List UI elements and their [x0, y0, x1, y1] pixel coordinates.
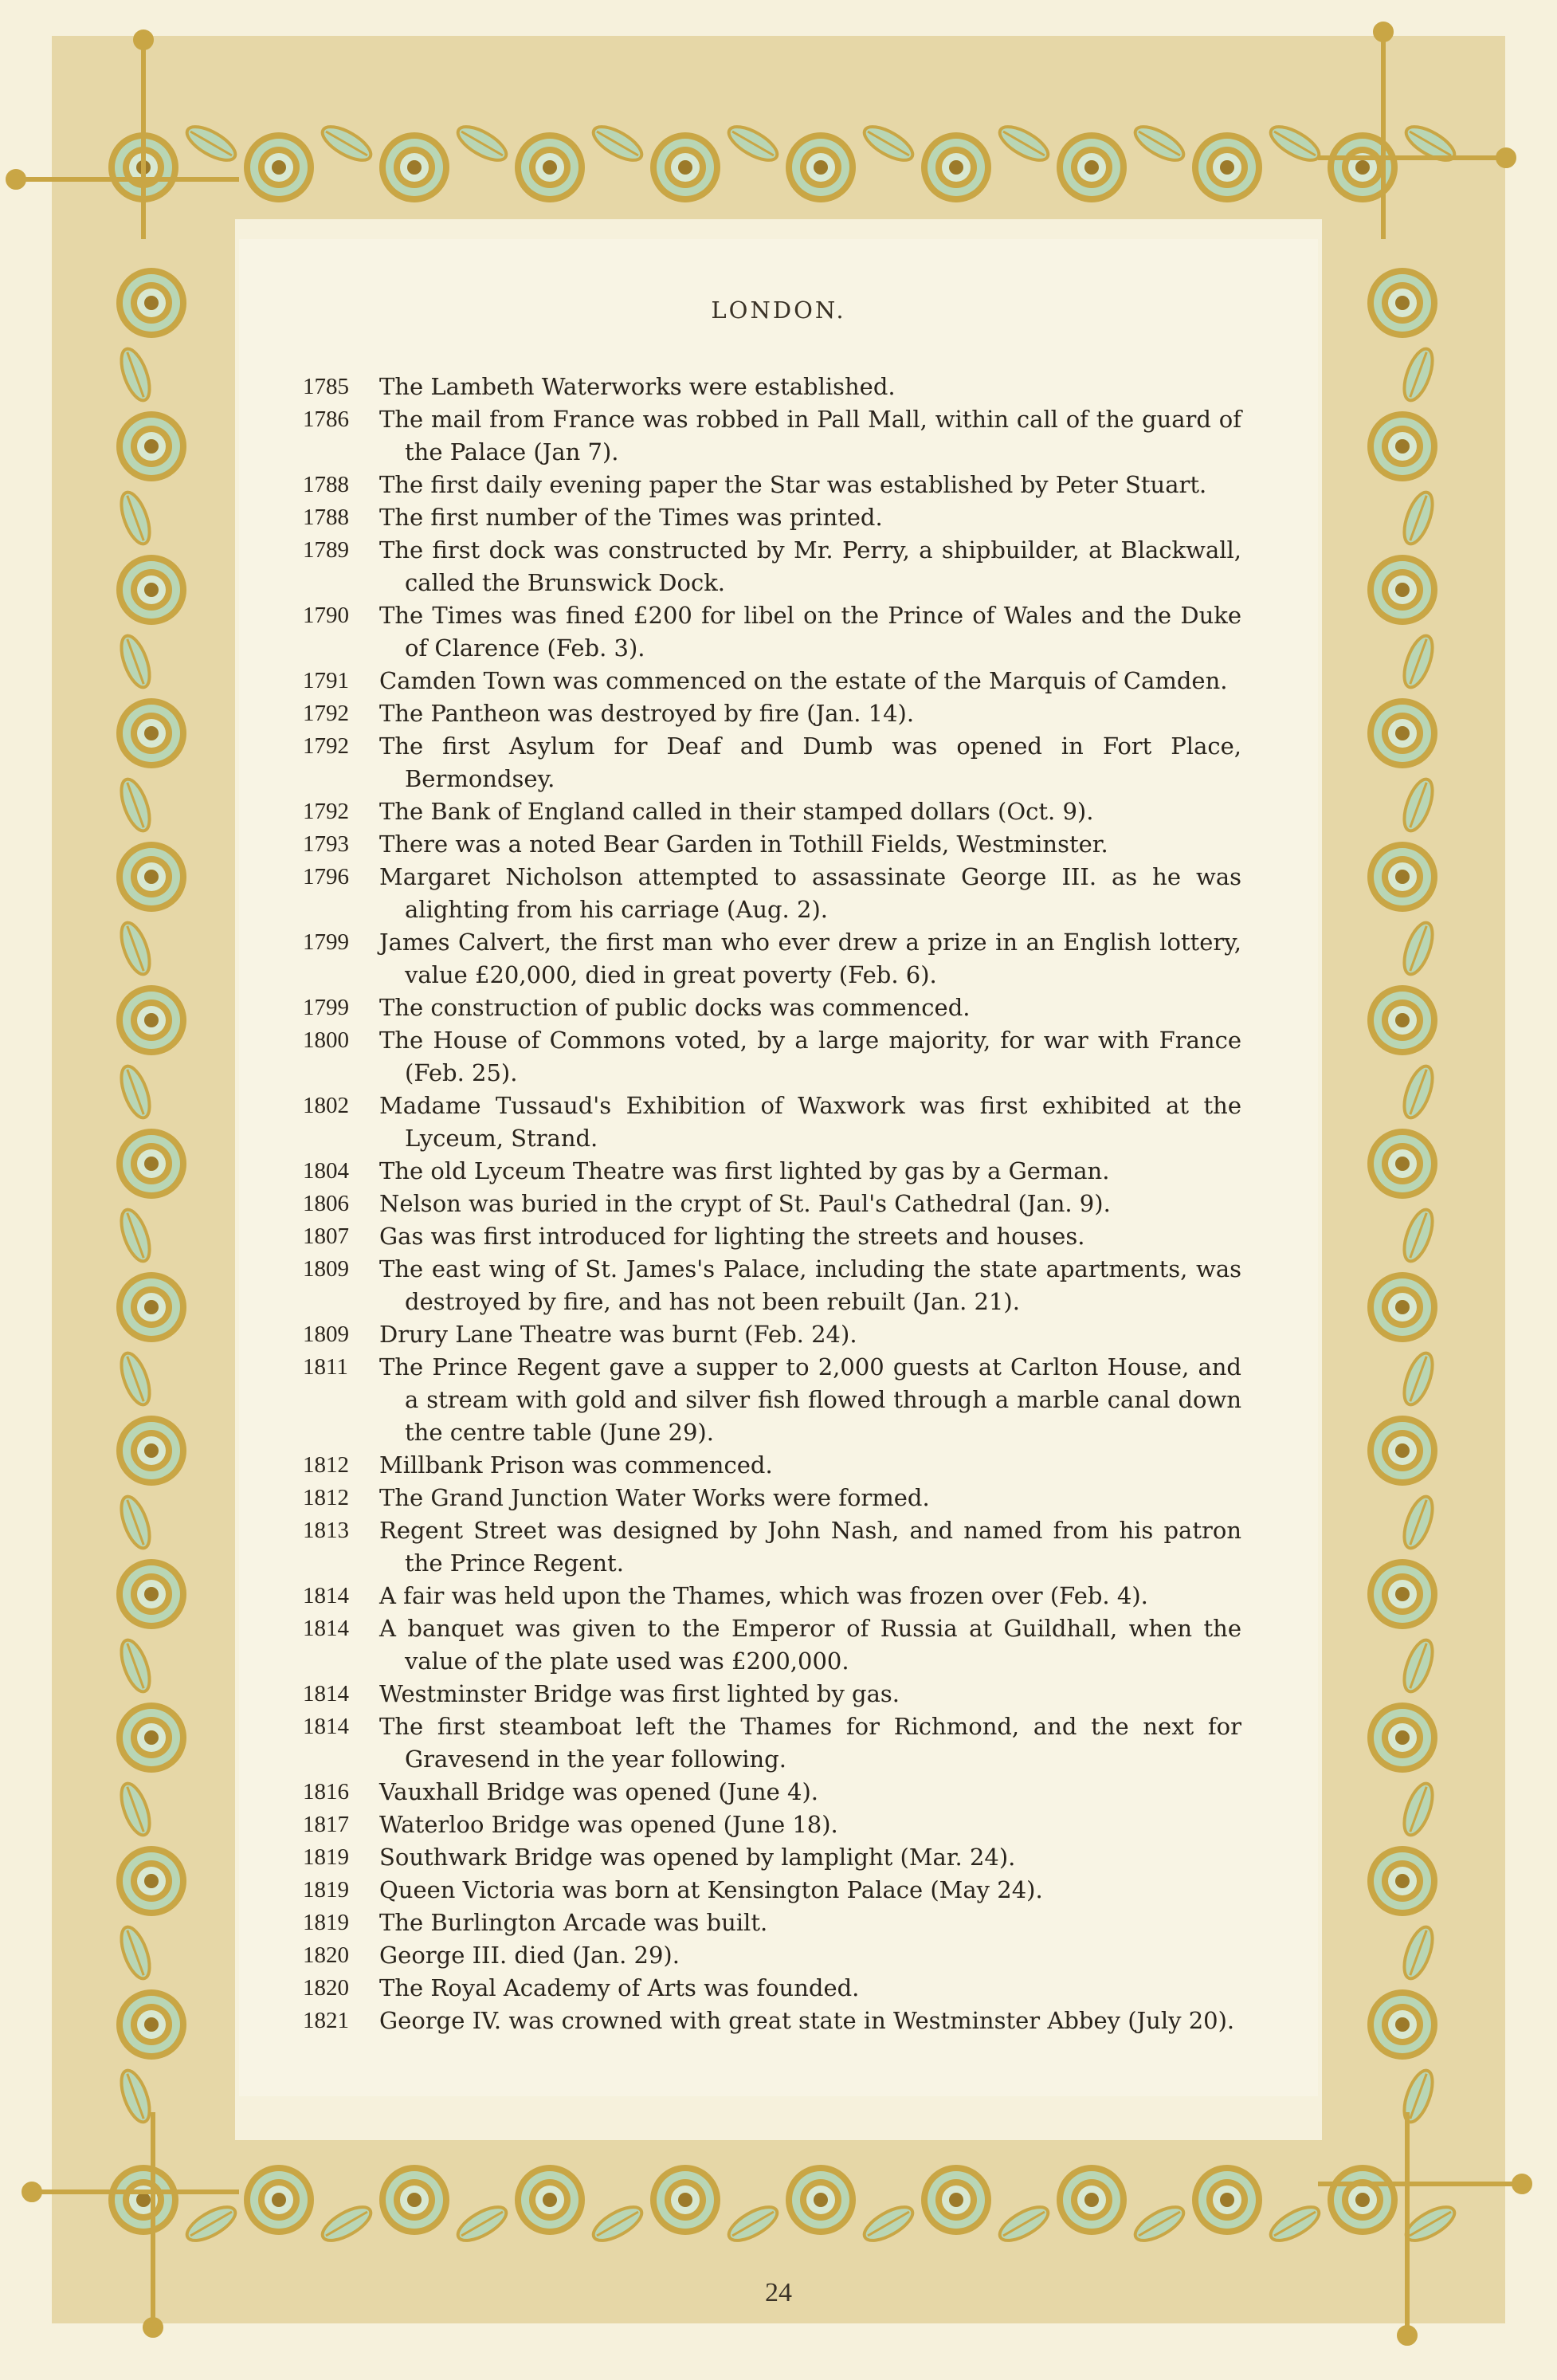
rose-ornament [1367, 268, 1437, 338]
entry-text: The first Asylum for Deaf and Dumb was opened in Fort Place, Bermondsey. [379, 732, 1241, 792]
entry-year: 1814 [303, 1681, 349, 1706]
entry-year: 1821 [303, 2008, 349, 2033]
entry-year: 1820 [303, 1942, 349, 1968]
chronology-entry [303, 665, 1241, 697]
entry-text: Queen Victoria was born at Kensington Palace (May 24). [379, 1876, 1043, 1903]
rose-ornament [1367, 1559, 1437, 1629]
chronology-entry [303, 599, 1241, 665]
chronology-entry [303, 1318, 1241, 1351]
rose-ornament [1328, 2165, 1398, 2235]
rose-ornament [1367, 1846, 1437, 1916]
entry-text: Waterloo Bridge was opened (June 18). [379, 1811, 838, 1838]
page-number: 24 [765, 2278, 792, 2307]
entry-year: 1793 [303, 831, 349, 857]
entry-text: The Royal Academy of Arts was founded. [379, 1974, 860, 2001]
entry-text: The first daily evening paper the Star was established by Peter Stuart. [379, 471, 1207, 498]
entry-text: Southwark Bridge was opened by lamplight (Mar. 24). [379, 1844, 1016, 1871]
entry-text: Nelson was buried in the crypt of St. Paul's Cathedral (Jan. 9). [379, 1190, 1111, 1217]
rose-ornament [244, 132, 314, 202]
rose-ornament [116, 698, 186, 768]
rose-ornament [921, 2165, 991, 2235]
rose-ornament [116, 555, 186, 625]
entry-text: The Bank of England called in their stamped dollars (Oct. 9). [379, 798, 1094, 825]
chronology-entry [303, 1841, 1241, 1874]
chronology-entry [303, 1907, 1241, 1939]
entry-year: 1807 [303, 1223, 349, 1249]
text-panel [239, 239, 1318, 2096]
entry-text: Madame Tussaud's Exhibition of Waxwork was first exhibited at the Lyceum, Strand. [379, 1092, 1241, 1152]
rose-ornament [1057, 132, 1127, 202]
entry-year: 1800 [303, 1027, 349, 1053]
entry-year: 1786 [303, 406, 349, 432]
rose-ornament [1328, 132, 1398, 202]
entry-text: Westminster Bridge was first lighted by gas. [379, 1680, 900, 1707]
entry-year: 1806 [303, 1191, 349, 1216]
entry-year: 1799 [303, 929, 349, 955]
entry-text: Millbank Prison was commenced. [379, 1451, 773, 1479]
entry-text: George III. died (Jan. 29). [379, 1942, 680, 1969]
chronology-entry [303, 1253, 1241, 1318]
chronology-entry [303, 992, 1241, 1024]
chronology-entry [303, 1155, 1241, 1188]
rose-ornament [515, 2165, 585, 2235]
entry-year: 1791 [303, 668, 349, 693]
entry-year: 1819 [303, 1844, 349, 1870]
entry-year: 1792 [303, 799, 349, 824]
chronology-entry [303, 697, 1241, 730]
rose-ornament [116, 1846, 186, 1916]
entry-year: 1799 [303, 995, 349, 1020]
chronology-entry [303, 1580, 1241, 1612]
entry-text: The Burlington Arcade was built. [379, 1909, 768, 1936]
rose-ornament [116, 1703, 186, 1773]
rose-ornament [1367, 985, 1437, 1055]
entry-year: 1809 [303, 1256, 349, 1282]
entry-year: 1813 [303, 1518, 349, 1543]
rose-ornament [116, 411, 186, 481]
chronology-entry [303, 403, 1241, 469]
chronology-entry [303, 1482, 1241, 1514]
entry-text: A banquet was given to the Emperor of Russia at Guildhall, when the value of the plate used was £200,000. [379, 1615, 1241, 1675]
rose-ornament [244, 2165, 314, 2235]
rose-ornament [1367, 411, 1437, 481]
chronology-entry [303, 2005, 1241, 2037]
entry-year: 1814 [303, 1583, 349, 1608]
entry-year: 1817 [303, 1812, 349, 1837]
chronology-entry [303, 1972, 1241, 2005]
chronology-entry [303, 501, 1241, 534]
rose-ornament [1367, 1129, 1437, 1199]
entry-year: 1796 [303, 864, 349, 890]
entry-text: The Pantheon was destroyed by fire (Jan. 14). [379, 700, 915, 727]
rose-ornament [379, 132, 449, 202]
chronology-entry [303, 1710, 1241, 1776]
entry-text: There was a noted Bear Garden in Tothill Fields, Westminster. [379, 831, 1108, 858]
rose-ornament [650, 132, 720, 202]
chronology-entry [303, 1809, 1241, 1841]
rose-ornament [921, 132, 991, 202]
entry-year: 1789 [303, 537, 349, 563]
rose-ornament [116, 1559, 186, 1629]
rose-ornament [786, 132, 856, 202]
entry-year: 1792 [303, 733, 349, 759]
chronology-entry [303, 1024, 1241, 1090]
entry-text: Margaret Nicholson attempted to assassinate George III. as he was alighting from his carriage (Aug. 2). [379, 863, 1241, 923]
rose-ornament [108, 2165, 178, 2235]
chronology-entry [303, 1090, 1241, 1155]
entry-text: Regent Street was designed by John Nash, and named from his patron the Prince Regent. [379, 1517, 1241, 1577]
entry-text: The House of Commons voted, by a large majority, for war with France (Feb. 25). [379, 1027, 1241, 1086]
entry-text: The mail from France was robbed in Pall Mall, within call of the guard of the Palace (Jan 7). [379, 406, 1241, 465]
entry-text: George IV. was crowned with great state in Westminster Abbey (July 20). [379, 2007, 1235, 2034]
rose-ornament [1192, 2165, 1262, 2235]
entry-text: The Lambeth Waterworks were established. [379, 373, 896, 400]
chronology-entry [303, 1188, 1241, 1220]
entry-text: The first number of the Times was printed. [379, 504, 883, 531]
entry-year: 1792 [303, 701, 349, 726]
chronology-entry [303, 1612, 1241, 1678]
entry-text: Camden Town was commenced on the estate of the Marquis of Camden. [379, 667, 1228, 694]
chronology-list [303, 371, 1241, 2037]
entry-year: 1788 [303, 505, 349, 530]
entry-text: Vauxhall Bridge was opened (June 4). [379, 1778, 818, 1805]
rose-ornament [1367, 698, 1437, 768]
entry-text: Gas was first introduced for lighting the streets and houses. [379, 1223, 1085, 1250]
entry-year: 1804 [303, 1158, 349, 1184]
entry-year: 1819 [303, 1877, 349, 1903]
rose-ornament [650, 2165, 720, 2235]
entry-text: Drury Lane Theatre was burnt (Feb. 24). [379, 1321, 857, 1348]
entry-year: 1809 [303, 1322, 349, 1347]
rose-ornament [1367, 555, 1437, 625]
entry-year: 1814 [303, 1616, 349, 1641]
entry-text: The east wing of St. James's Palace, including the state apartments, was destroyed by fire, and has not been rebuilt (Jan. 21). [379, 1255, 1241, 1315]
entry-year: 1790 [303, 603, 349, 628]
rose-ornament [1367, 1703, 1437, 1773]
rose-ornament [515, 132, 585, 202]
rose-ornament [1192, 132, 1262, 202]
chronology-entry [303, 1776, 1241, 1809]
entry-text: The Times was fined £200 for libel on the Prince of Wales and the Duke of Clarence (Feb. 3). [379, 602, 1241, 662]
entry-text: The Grand Junction Water Works were formed. [379, 1484, 930, 1511]
entry-text: The Prince Regent gave a supper to 2,000 guests at Carlton House, and a stream with gold and silver fish flowed through a marble canal down the centre table (June 29). [379, 1353, 1241, 1446]
entry-year: 1812 [303, 1485, 349, 1510]
chronology-entry [303, 730, 1241, 795]
rose-ornament [116, 842, 186, 912]
rose-ornament [379, 2165, 449, 2235]
rose-ornament [1367, 1272, 1437, 1342]
entry-text: The old Lyceum Theatre was first lighted by gas by a German. [379, 1157, 1110, 1184]
entry-year: 1820 [303, 1975, 349, 2001]
chronology-entry [303, 795, 1241, 828]
rose-ornament [116, 268, 186, 338]
entry-text: A fair was held upon the Thames, which was frozen over (Feb. 4). [379, 1582, 1148, 1609]
chronology-entry [303, 534, 1241, 599]
rose-ornament [116, 1129, 186, 1199]
entry-year: 1788 [303, 472, 349, 497]
rose-ornament [116, 1272, 186, 1342]
chronology-entry [303, 1449, 1241, 1482]
chronology-entry [303, 861, 1241, 926]
entry-text: The first dock was constructed by Mr. Perry, a shipbuilder, at Blackwall, called the Brunswick Dock. [379, 536, 1241, 596]
chronology-entry [303, 926, 1241, 992]
chronology-entry [303, 828, 1241, 861]
chronology-entry [303, 1939, 1241, 1972]
rose-ornament [1367, 1989, 1437, 2060]
entry-year: 1819 [303, 1910, 349, 1935]
chronology-entry [303, 371, 1241, 403]
entry-year: 1812 [303, 1452, 349, 1478]
entry-year: 1814 [303, 1714, 349, 1739]
entry-year: 1816 [303, 1779, 349, 1805]
chronology-entry [303, 1514, 1241, 1580]
chronology-entry [303, 469, 1241, 501]
page-heading: LONDON. [711, 297, 846, 324]
entry-text: The construction of public docks was commenced. [379, 994, 971, 1021]
entry-year: 1785 [303, 374, 349, 399]
rose-ornament [1367, 1416, 1437, 1486]
chronology-entry [303, 1874, 1241, 1907]
entry-text: James Calvert, the first man who ever drew a prize in an English lottery, value £20,000, died in great poverty (Feb. 6). [379, 929, 1241, 988]
rose-ornament [786, 2165, 856, 2235]
rose-ornament [1367, 842, 1437, 912]
rose-ornament [1057, 2165, 1127, 2235]
chronology-entry [303, 1351, 1241, 1449]
rose-ornament [116, 1989, 186, 2060]
entry-year: 1802 [303, 1093, 349, 1118]
entry-year: 1811 [303, 1354, 348, 1380]
entry-text: The first steamboat left the Thames for Richmond, and the next for Gravesend in the year following. [379, 1713, 1241, 1773]
chronology-entry [303, 1220, 1241, 1253]
chronology-entry [303, 1678, 1241, 1710]
rose-ornament [116, 985, 186, 1055]
rose-ornament [116, 1416, 186, 1486]
